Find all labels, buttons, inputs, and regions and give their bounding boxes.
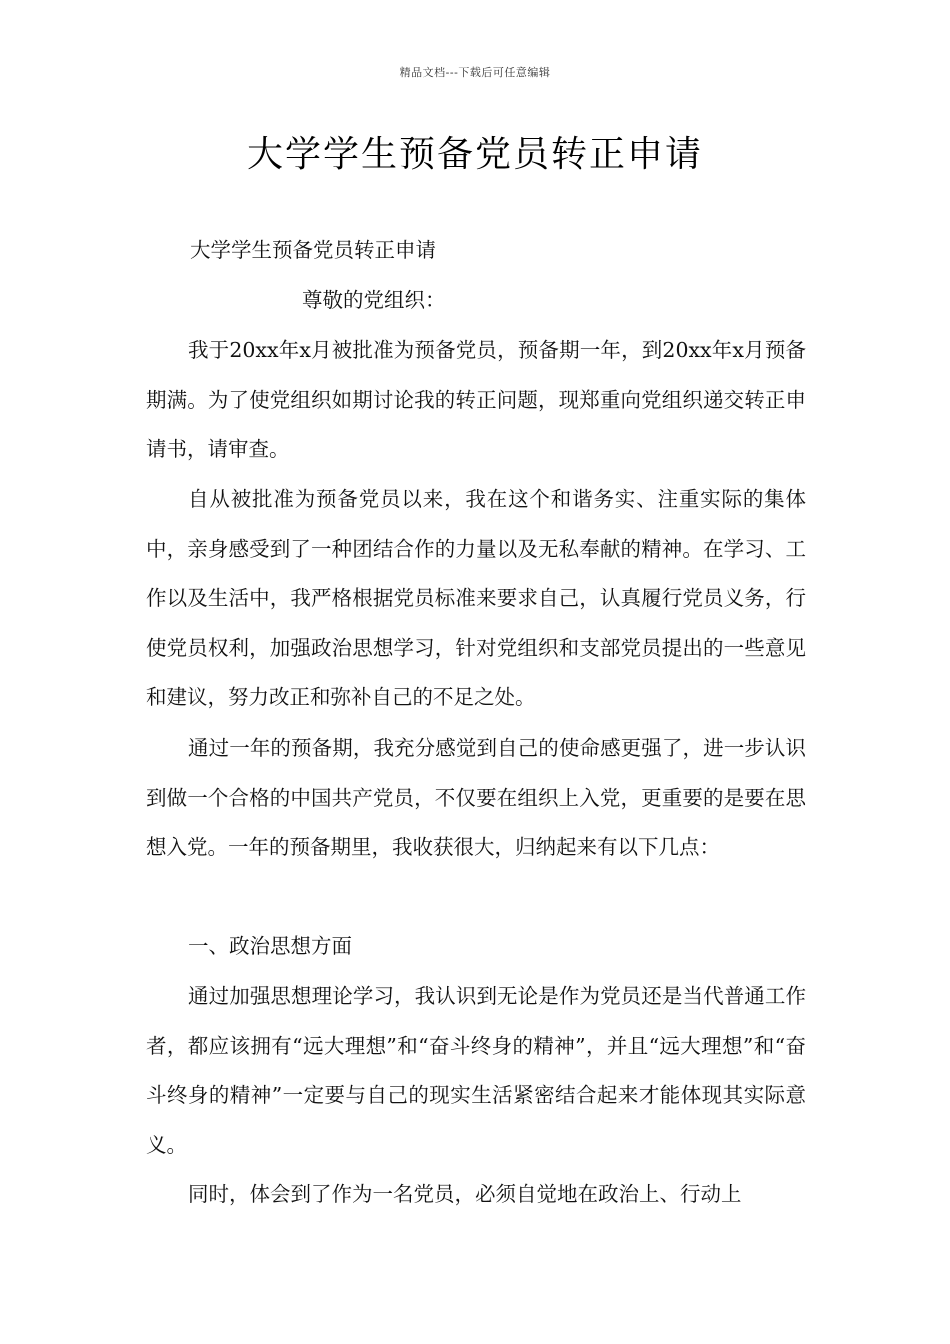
document-title: 大学学生预备党员转正申请 bbox=[246, 134, 703, 175]
document-subtitle: 大学学生预备党员转正申请 bbox=[190, 238, 436, 262]
paragraph-ideals: 通过加强思想理论学习，我认识到无论是作为党员还是当代普通工作者，都应该拥有“远大理想”和“奋斗终身的精神”，并且“远大理想”和“奋斗终身的精神”一定要与自己的现实生活紧密结合起来才能体现其实际意义。 bbox=[146, 984, 806, 1157]
paragraph-continued: 同时，体会到了作为一名党员，必须自觉地在政治上、行动上 bbox=[188, 1182, 742, 1206]
section-heading-political: 一、政治思想方面 bbox=[188, 934, 353, 958]
paragraph-summary: 通过一年的预备期，我充分感觉到自己的使命感更强了，进一步认识到做一个合格的中国共产党员，不仅要在组织上入党，更重要的是要在思想入党。一年的预备期里，我收获很大，归纳起来有以下几点： bbox=[146, 736, 806, 860]
paragraph-probation-dates: 我于20xx年x月被批准为预备党员，预备期一年，到20xx年x月预备期满。为了使党组织如期讨论我的转正问题，现郑重向党组织递交转正申请书，请审查。 bbox=[146, 338, 806, 462]
page-header-note: 精品文档---下载后可任意编辑 bbox=[399, 66, 551, 79]
paragraph-self-discipline: 自从被批准为预备党员以来，我在这个和谐务实、注重实际的集体中，亲身感受到了一种团结合作的力量以及无私奉献的精神。在学习、工作以及生活中，我严格根据党员标准来要求自己，认真履行党员义务，行使党员权利，加强政治思想学习，针对党组织和支部党员提出的一些意见和建议，努力改正和弥补自己的不足之处。 bbox=[146, 487, 806, 710]
salutation: 尊敬的党组织： bbox=[302, 288, 446, 312]
